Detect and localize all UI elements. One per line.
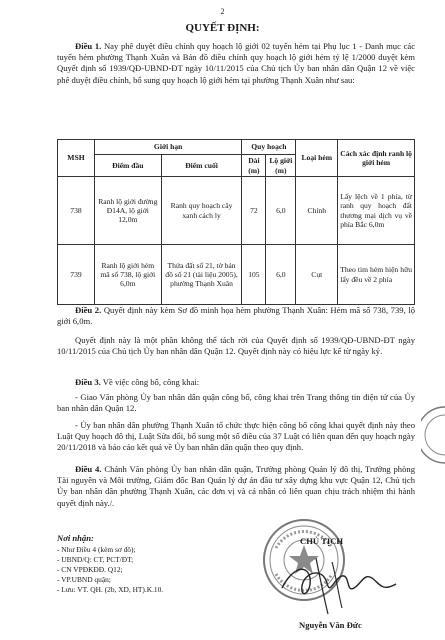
article-2-text-1: Quyết định này kèm Sơ đồ minh họa hẻm phường Thạnh Xuân: Hẻm mã số 738, 739, lộ giới 6,0m.	[57, 305, 415, 327]
edge-stamp-icon	[421, 405, 445, 465]
cell-loai-hem: Chính	[296, 177, 338, 245]
cell-diem-cuoi: Thửa đất số 21, tờ bản đồ số 21 (tài liệu 2005), phường Thạnh Xuân	[161, 245, 242, 305]
article-1	[57, 41, 415, 86]
cell-diem-dau: Ranh lộ giới hẻm mã số 738, lộ giới 6,0m	[94, 245, 161, 305]
article-3-text-1: - Giao Văn phòng Ủy ban nhân dân quận công bố, công khai trên Trang thông tin điện tử của Ủy ban nhân dân Quận 12.	[57, 392, 415, 414]
col-cach-xac-dinh: Cách xác định ranh lộ giới hẻm	[338, 140, 415, 177]
article-3-label: Điều 3.	[75, 377, 101, 387]
col-gioi-han: Giới hạn	[94, 140, 242, 155]
cell-cach-xac-dinh: Lấy lệch về 1 phía, từ ranh quy hoạch đất thương mại dịch vụ về phía Bắc 6,0m	[338, 177, 415, 245]
hem-table	[57, 139, 415, 305]
article-2	[57, 305, 415, 327]
list-item: - VP.UBND quận;	[57, 575, 111, 584]
article-4-label: Điều 4.	[75, 464, 102, 474]
article-1-text: Nay phê duyệt điều chỉnh quy hoạch lộ giới 02 tuyến hẻm tại Phụ lục 1 - Danh mục các tuyến hẻm phường Thạnh Xuân và Bản đồ điều chỉnh quy hoạch lộ giới hẻm tỷ lệ 1/2000 duyệt kèm Quyết định số 1939/QĐ-UBND-ĐT ngày 10/11/2015 của Chủ tịch Ủy ban nhân dân Quận 12 về việc phê duyệt điều chỉnh, bổ sung quy hoạch lộ giới hẻm tại phường Thạnh Xuân như sau:	[57, 41, 416, 85]
page-number: 2	[220, 7, 225, 16]
list-item: - CN VPĐKĐĐ. Q12;	[57, 565, 123, 574]
cell-msh: 739	[58, 245, 95, 305]
cell-msh: 738	[58, 177, 95, 245]
col-dai: Dài (m)	[242, 155, 266, 177]
article-1-label: Điều 1.	[75, 41, 102, 51]
list-item: - Lưu: VT. QH. (2b, XD, HT).K.10.	[57, 585, 164, 594]
cell-cach-xac-dinh: Theo tim hẻm hiện hữu lấy đều về 2 phía	[338, 245, 415, 305]
cell-diem-dau: Ranh lộ giới đường Đ14A, lộ giới 12,0m	[94, 177, 161, 245]
table-row	[58, 245, 415, 305]
cell-diem-cuoi: Ranh quy hoạch cây xanh cách ly	[161, 177, 242, 245]
article-3-text-2: - Ủy ban nhân dân phường Thạnh Xuân tổ chức thực hiện công bố công khai quyết định này theo Luật Quy hoạch đô thị, Luật Sửa đổi, bổ sung một số điều của 37 Luật có liên quan đến quy hoạch ngày 20/11/2018 và báo cáo kết quả về Ủy ban nhân dân quận theo quy định.	[57, 420, 415, 453]
signer-title: CHỦ TỊCH	[300, 536, 344, 546]
article-3-intro: Về việc công bố, công khai:	[100, 377, 200, 387]
cell-lo-gioi: 6,0	[266, 177, 296, 245]
article-4	[57, 464, 415, 509]
cell-lo-gioi: 6,0	[266, 245, 296, 305]
col-diem-dau: Điểm đầu	[94, 155, 161, 177]
document-title: QUYẾT ĐỊNH:	[185, 22, 260, 34]
col-loai-hem: Loại hẻm	[296, 140, 338, 177]
cell-dai: 72	[242, 177, 266, 245]
col-lo-gioi: Lộ giới (m)	[266, 155, 296, 177]
article-3	[57, 377, 415, 388]
signature-icon	[272, 548, 402, 618]
article-2-text-2: Quyết định này là một phần không thể tách rời của Quyết định số 1939/QĐ-UBND-ĐT ngày 10/11/2015 của Chủ tịch Ủy ban nhân dân Quận 12. Quyết định này có hiệu lực kể từ ngày ký.	[57, 335, 415, 357]
list-item: - Như Điều 4 (kèm sơ đồ);	[57, 545, 136, 554]
cell-loai-hem: Cụt	[296, 245, 338, 305]
table-row	[58, 177, 415, 245]
recipients-list	[57, 545, 163, 595]
article-4-text: Chánh Văn phòng Ủy ban nhân dân quận, Trưởng phòng Quản lý đô thị, Trưởng phòng Tài nguyên và Môi trường, Giám đốc Ban Quản lý dự án đầu tư xây dựng khu vực Quận 12, Chủ tịch Ủy ban nhân dân phường Thạnh Xuân, các đơn vị và cá nhân có liên quan chịu trách nhiệm thi hành quyết định này./.	[57, 464, 415, 508]
list-item: - UBND/Q: CT, PCT/ĐT;	[57, 555, 134, 564]
recipients-title: Nơi nhận:	[57, 533, 94, 543]
cell-dai: 105	[242, 245, 266, 305]
col-diem-cuoi: Điểm cuối	[161, 155, 242, 177]
signer-name: Nguyễn Văn Đức	[299, 620, 362, 630]
article-2-label: Điều 2.	[75, 305, 102, 315]
col-quy-hoach: Quy hoạch	[242, 140, 296, 155]
col-msh: MSH	[58, 140, 95, 177]
